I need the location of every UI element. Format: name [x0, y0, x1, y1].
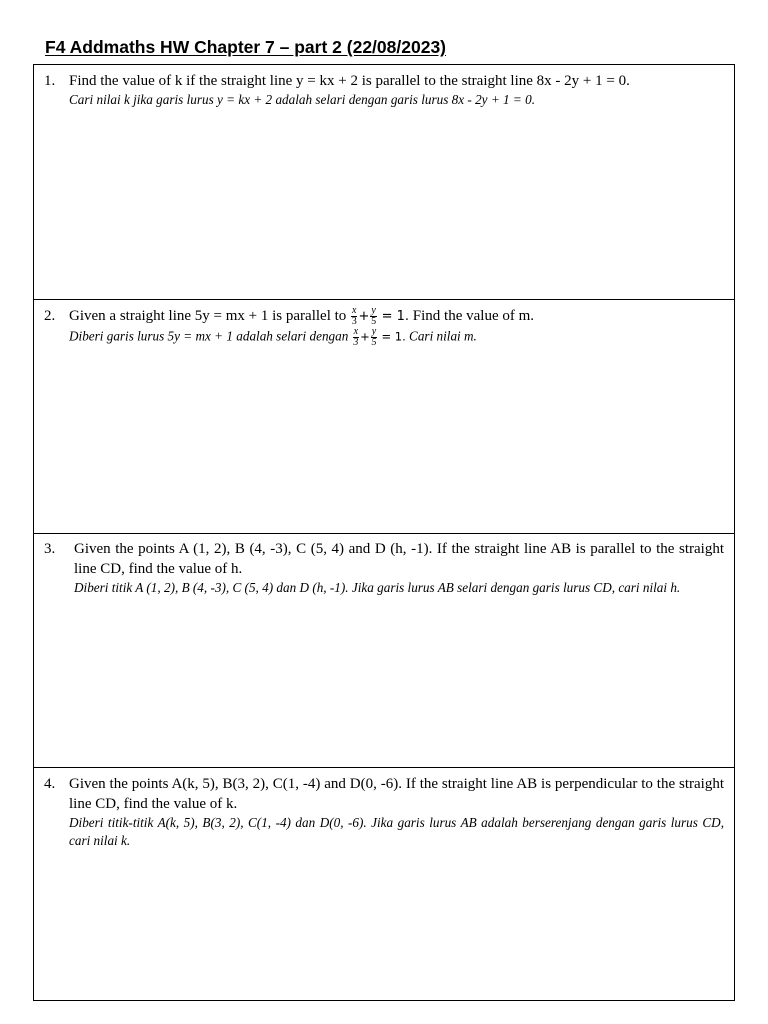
- question-4-box[interactable]: [34, 767, 734, 1001]
- question-number: 3.: [44, 541, 56, 557]
- equation-rhs: = 1.: [381, 309, 410, 324]
- fraction-x-over-3: $\frac{x}{3}$: [353, 326, 359, 349]
- question-malay: Cari nilai k jika garis lurus y = kx + 2 adalah selari dengan garis lurus 8x - 2y + 1 = 0.: [69, 92, 535, 107]
- question-text: [69, 774, 724, 850]
- question-1-box[interactable]: [34, 65, 734, 299]
- question-english: Find the value of k if the straight line y = kx + 2 is parallel to the straight line 8x - 2y + 1 = 0.: [69, 73, 630, 89]
- question-3-box[interactable]: [34, 533, 734, 767]
- fraction-y-over-5: $\frac{y}{5}$: [371, 305, 377, 328]
- question-malay: Diberi titik A (1, 2), B (4, -3), C (5, 4) dan D (h, -1). Jika garis lurus AB selari dengan garis lurus CD, cari nilai h.: [74, 580, 681, 595]
- question-text: [69, 306, 724, 348]
- question-number: 2.: [44, 308, 56, 324]
- question-text: [69, 71, 724, 109]
- question-english-start: Given a straight line 5y = mx + 1 is parallel to: [69, 308, 347, 324]
- question-malay: [69, 327, 724, 348]
- question-malay: Diberi titik-titik A(k, 5), B(3, 2), C(1, -4) dan D(0, -6). Jika garis lurus AB adalah berserenjang dengan garis lurus CD, cari nilai k.: [69, 815, 724, 848]
- question-english: Given the points A (1, 2), B (4, -3), C (5, 4) and D (h, -1). If the straight line AB is parallel to the straight line CD, find the value of h.: [74, 541, 724, 577]
- equation-rhs: = 1.: [381, 329, 406, 344]
- question-english-end: Find the value of m.: [412, 308, 535, 324]
- question-text: [74, 539, 724, 597]
- question-number: 4.: [44, 776, 56, 792]
- question-2-box[interactable]: [34, 299, 734, 533]
- page-title: F4 Addmaths HW Chapter 7 – part 2 (22/08/2023): [45, 37, 447, 57]
- fraction-y-over-5: $\frac{y}{5}$: [371, 326, 377, 349]
- question-malay-end: Cari nilai m.: [409, 328, 477, 344]
- question-number: 1.: [44, 73, 56, 89]
- plus-sign: +: [360, 329, 370, 344]
- fraction-x-over-3: $\frac{x}{3}$: [351, 305, 357, 328]
- question-malay-start: Diberi garis lurus 5y = mx + 1 adalah selari dengan: [69, 328, 349, 344]
- question-english: [69, 306, 724, 327]
- worksheet-table: [33, 64, 735, 1001]
- plus-sign: +: [358, 309, 370, 324]
- question-english: Given the points A(k, 5), B(3, 2), C(1, -4) and D(0, -6). If the straight line AB is perpendicular to the straight line CD, find the value of k.: [69, 776, 724, 812]
